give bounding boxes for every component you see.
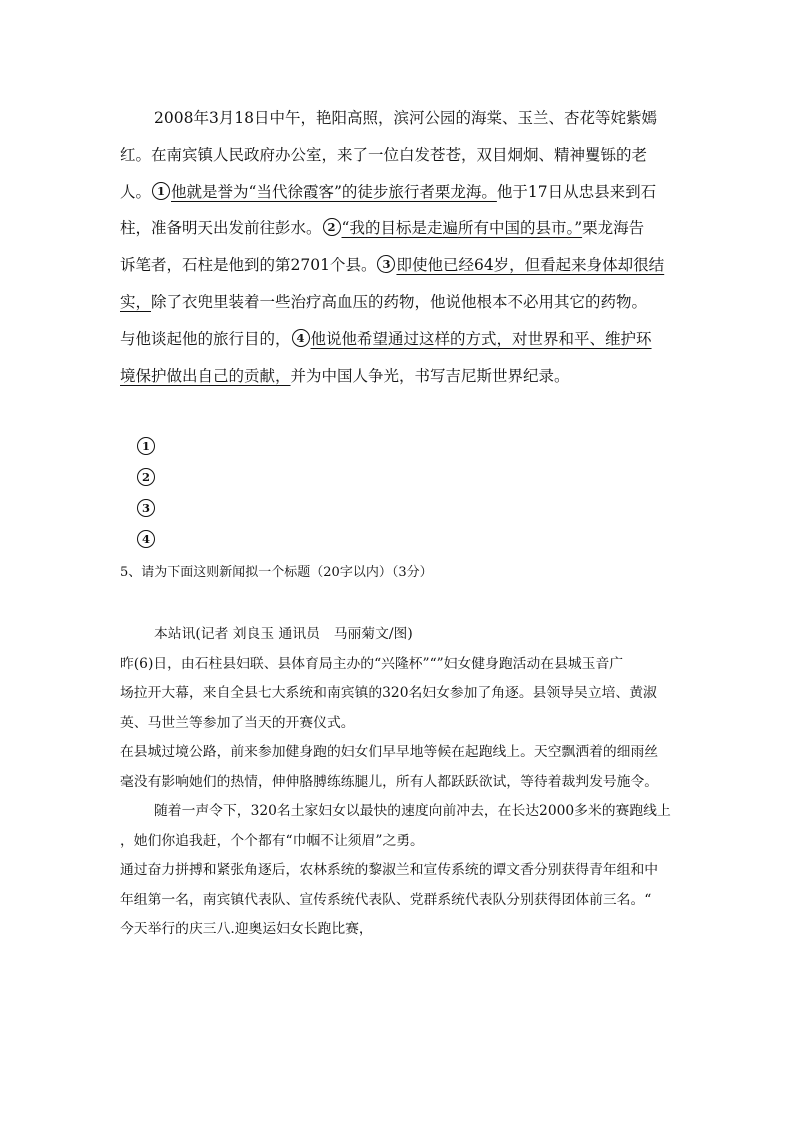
passage-line bbox=[120, 174, 680, 211]
circled-number: 2 bbox=[137, 468, 155, 486]
text-run: 2008年3月18日中午，艳阳高照，滨河公园的海棠、玉兰、杏花等姹紫嫣 bbox=[154, 109, 658, 127]
passage-line: 通过奋力拼搏和紧张角逐后，农林系统的黎淑兰和宣传系统的谭文香分别获得青年组和中 bbox=[120, 862, 659, 878]
underlined-sentence-1: 他就是誉为“当代徐霞客”的徒步旅行者栗龙海。 bbox=[171, 182, 497, 201]
passage-line: 场拉开大幕，来自全县七大系统和南宾镇的320名妇女参加了角逐。县领导吴立培、黄淑 bbox=[120, 685, 657, 701]
circled-number-marker: 1 bbox=[152, 182, 170, 200]
underlined-sentence-4: 他说他希望通过这样的方式，对世界和平、维护环 bbox=[310, 329, 652, 348]
text-run: 人。 bbox=[120, 182, 152, 201]
passage-line: 今天举行的庆三八.迎奥运妇女长跑比赛， bbox=[120, 921, 373, 937]
text-run: 与他谈起他的旅行目的， bbox=[120, 329, 291, 348]
passage-1 bbox=[120, 100, 680, 394]
underlined-sentence-3-end: 实， bbox=[120, 292, 152, 311]
passage-line: 年组第一名，南宾镇代表队、宣传系统代表队、党群系统代表队分别获得团体前三名。“ bbox=[120, 891, 652, 908]
passage-line: 毫没有影响她们的热情，伸伸胳膊练练腿儿，所有人都跃跃欲试，等待着裁判发号施令。 bbox=[120, 773, 659, 790]
underlined-sentence-4-end: 境保护做出自己的贡献， bbox=[120, 366, 291, 385]
passage-2 bbox=[120, 620, 680, 945]
answer-line-3 bbox=[136, 499, 156, 519]
text-run: 栗龙海告 bbox=[582, 219, 645, 238]
text-run: 诉笔者，石柱是他到的第2701个县。 bbox=[120, 256, 377, 275]
circled-number: 4 bbox=[137, 530, 155, 548]
underlined-sentence-3: 即使他已经64岁，但看起来身体却很结 bbox=[396, 256, 665, 275]
passage-line: ，她们你追我赶，个个都有“巾帼不让须眉”之勇。 bbox=[120, 832, 424, 849]
passage-line: 英、马世兰等参加了当天的开赛仪式。 bbox=[120, 714, 355, 731]
passage-line: 昨(6)日，由石柱县妇联、县体育局主办的“兴隆杯”“”妇女健身跑活动在县城玉音广 bbox=[120, 655, 624, 672]
text-run: 他于17日从忠县来到石 bbox=[496, 182, 657, 201]
text-run: 柱，准备明天出发前往彭水。 bbox=[120, 219, 322, 238]
passage-line bbox=[120, 247, 680, 284]
passage-line bbox=[120, 210, 680, 247]
answer-line-1 bbox=[136, 437, 156, 457]
text-run: 并为中国人争光，书写吉尼斯世界纪录。 bbox=[290, 366, 570, 385]
passage-line bbox=[120, 100, 680, 137]
passage-line bbox=[120, 358, 680, 395]
answer-line-2 bbox=[136, 468, 156, 488]
question-5: 5、请为下面这则新闻拟一个标题（20字以内）（3分） bbox=[120, 565, 433, 580]
passage-line bbox=[120, 137, 680, 174]
passage-line bbox=[120, 321, 680, 358]
passage-line bbox=[120, 284, 680, 321]
circled-number-marker: 4 bbox=[292, 329, 310, 347]
underlined-sentence-2: “我的目标是走遍所有中国的县市。” bbox=[341, 219, 583, 238]
text-run: 红。在南宾镇人民政府办公室，来了一位白发苍苍，双目炯炯、精神矍铄的老 bbox=[120, 145, 648, 164]
answer-line-4 bbox=[136, 530, 156, 550]
passage-line: 随着一声令下，320名土家妇女以最快的速度向前冲去，在长达2000多米的赛跑线上 bbox=[154, 803, 671, 819]
text-run: 除了衣兜里装着一些治疗高血压的药物，他说他根本不必用其它的药物。 bbox=[151, 292, 648, 311]
circled-number: 1 bbox=[137, 437, 155, 455]
circled-number-marker: 3 bbox=[377, 255, 395, 273]
byline: 本站讯(记者 刘良玉 通讯员 马丽菊文/图) bbox=[154, 626, 413, 642]
passage-line: 在县城过境公路，前来参加健身跑的妇女们早早地等候在起跑线上。天空飘洒着的细雨丝 bbox=[120, 744, 659, 760]
circled-number-marker: 2 bbox=[323, 218, 341, 236]
circled-number: 3 bbox=[137, 499, 155, 517]
